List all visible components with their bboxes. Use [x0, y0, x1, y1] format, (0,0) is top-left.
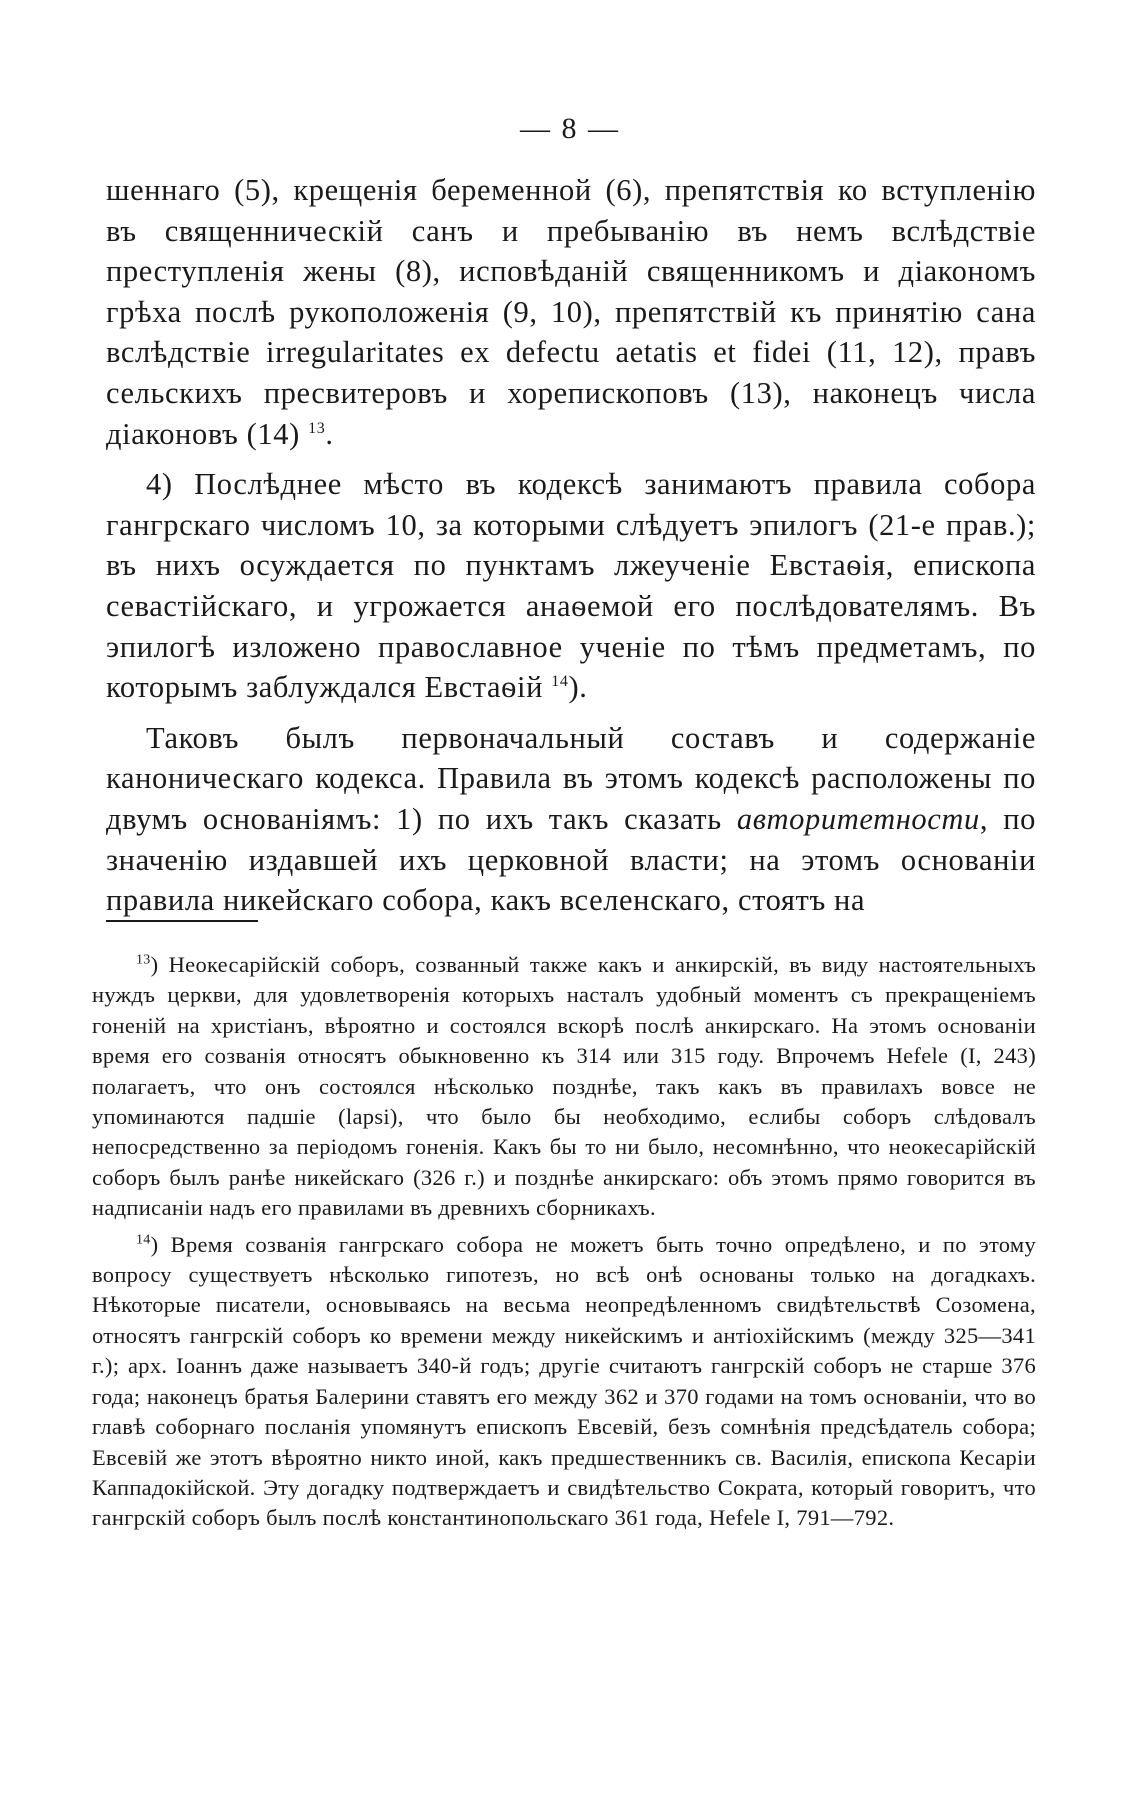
footnote-13-text: ) Неокесарійскій соборъ, созванный также какъ и анкирскій, въ виду настоятельныхъ нуждъ церкви, для удовлетворенія которыхъ насталъ удобный моментъ съ прекращеніемъ гоненій на христіанъ, вѣроятно и состоялся вскорѣ послѣ анкирскаго. На этомъ основаніи время его созванія относятъ обыкновенно къ 314 или 315 году. Впрочемъ Hefele (I, 243) полагаетъ, что онъ состоялся нѣсколько позднѣе, такъ какъ въ правилахъ вовсе не упоминаются падшіе (lapsi), что было бы необходимо, еслибы соборъ слѣдовалъ непосредственно за періодомъ гоненія. Какъ бы то ни было, несомнѣнно, что неокесарійскій соборъ былъ ранѣе никейскаго (326 г.) и позднѣе анкирскаго: объ этомъ прямо говорится въ надписаніи надъ его правилами въ древнихъ сборникахъ.	[92, 952, 1036, 1221]
paragraph-2	[106, 464, 1036, 708]
footnote-ref-13: 13	[308, 419, 326, 437]
footnote-14-text: ) Время созванія гангрскаго собора не можетъ быть точно опредѣлено, и по этому вопросу существуетъ нѣсколько гипотезъ, но всѣ онѣ основаны только на догадкахъ. Нѣкоторые писатели, основываясь на весьма неопредѣленномъ свидѣтельствѣ Созомена, относятъ гангрскій соборъ ко времени между никейскимъ и антіохійскимъ (между 325—341 г.); арх. Іоаннъ даже называетъ 340-й годъ; другіе считаютъ гангрскій соборъ не старше 376 года; наконецъ братья Балерини ставятъ его между 362 и 370 годами на томъ основаніи, что во главѣ соборнаго посланія упомянутъ епископъ Евсевій, безъ сомнѣнія предсѣдатель собора; Евсевій же этотъ вѣроятно никто иной, какъ предшественникъ св. Василія, епископа Кесаріи Каппадокійской. Эту догадку подтверждаетъ и свидѣтельство Сократа, который говоритъ, что гангрскій соборъ былъ послѣ константинопольскаго 361 года, Hefele I, 791—792.	[92, 1231, 1036, 1531]
paragraph-2-text: 4) Послѣднее мѣсто въ кодексѣ занимаютъ правила собора гангрскаго числомъ 10, за которыми слѣдуетъ эпилогъ (21-е прав.); въ нихъ осуждается по пунктамъ лжеученіе Евстаѳія, епископа севастійскаго, и угрожается анаѳемой его послѣдователямъ. Въ эпилогѣ изложено православное ученіе по тѣмъ предметамъ, по которымъ заблуждался Евстаѳій	[106, 467, 1036, 705]
paragraph-1-text: шеннаго (5), крещенія беременной (6), препятствія ко вступленію въ священническій санъ и пребыванію въ немъ вслѣдствіе преступленія жены (8), исповѣданій священникомъ и діакономъ грѣха послѣ рукоположенія (9, 10), препятствій къ принятію сана вслѣдствіе irregularitates ex defectu aetatis et fidei (11, 12), правъ сельскихъ пресвитеровъ и хорепископовъ (13), наконецъ числа діаконовъ (14)	[106, 173, 1036, 451]
footnote-14-mark: 14	[136, 1232, 151, 1248]
paragraph-3	[106, 718, 1036, 921]
footnote-divider	[106, 920, 258, 922]
main-text	[106, 170, 1036, 921]
paragraph-3-text-before: Таковъ былъ первоначальный составъ и содержаніе каноническаго кодекса. Правила въ этомъ кодексѣ расположены по двумъ основаніямъ: 1) по ихъ такъ сказать	[106, 720, 1036, 836]
page-number: — 8 —	[520, 112, 620, 145]
footnotes	[92, 950, 1036, 1534]
emphasis-avtoritetnosti: авторитетности	[736, 801, 980, 836]
paragraph-2-end: ).	[568, 670, 588, 705]
paragraph-1-end: .	[325, 416, 334, 451]
paragraph-1	[106, 170, 1036, 454]
paragraph-3-text-after: , по значенію издавшей ихъ церковной власти; на этомъ основаніи правила никейскаго собора, какъ вселенскаго, стоятъ на	[106, 801, 1036, 918]
footnote-13-mark: 13	[136, 952, 151, 968]
footnote-14	[92, 1230, 1036, 1534]
footnote-13	[92, 950, 1036, 1224]
footnote-ref-14: 14	[551, 672, 569, 690]
